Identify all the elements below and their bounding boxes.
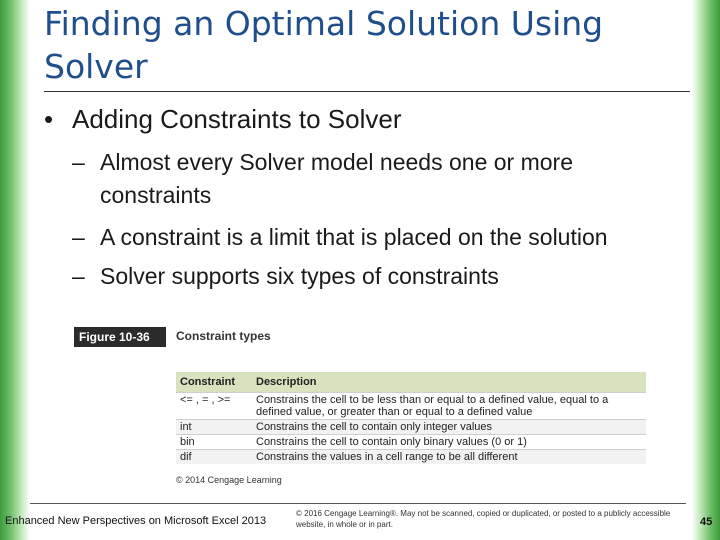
main-bullet	[44, 104, 402, 135]
header-constraint: Constraint	[176, 372, 252, 393]
table-row	[176, 435, 646, 450]
header-description: Description	[252, 372, 646, 393]
subbullet-3	[72, 260, 499, 293]
footer-copyright: © 2016 Cengage Learning®. May not be scanned, copied or duplicated, or posted to a publicly accessible website, in whole or in part.	[296, 509, 671, 529]
slide-title: Finding an Optimal Solution Using Solver	[44, 4, 604, 86]
dash-symbol: –	[72, 224, 85, 250]
dash-symbol: –	[72, 149, 85, 175]
figure-credit: © 2014 Cengage Learning	[176, 475, 282, 485]
footer-divider	[30, 503, 686, 504]
description-cell: Constrains the cell to contain only binary values (0 or 1)	[252, 435, 646, 450]
subbullet-1-continuation: constraints	[100, 182, 212, 208]
description-cell: Constrains the cell to be less than or equal to a defined value, equal to a defined value, or greater than or equal to a defined value	[252, 393, 646, 420]
page-number: 45	[700, 516, 713, 528]
subbullet-2	[72, 221, 608, 254]
figure-label: Figure 10-36	[74, 327, 166, 347]
subbullet-1-text: Almost every Solver model needs one or more	[100, 149, 573, 175]
right-decorative-bar	[692, 0, 720, 540]
bullet-symbol: •	[44, 104, 54, 134]
title-divider	[44, 91, 690, 92]
constraint-cell: <= , = , >=	[176, 393, 252, 420]
table-header-row	[176, 372, 646, 393]
constraint-cell: int	[176, 420, 252, 435]
left-decorative-bar	[0, 0, 30, 540]
table-row	[176, 420, 646, 435]
table-row	[176, 393, 646, 420]
constraint-cell: dif	[176, 450, 252, 465]
constraint-cell: bin	[176, 435, 252, 450]
description-cell: Constrains the values in a cell range to be all different	[252, 450, 646, 465]
subbullet-2-text: A constraint is a limit that is placed on the solution	[100, 224, 608, 250]
footer-book-title: Enhanced New Perspectives on Microsoft Excel 2013	[5, 515, 267, 527]
subbullet-3-text: Solver supports six types of constraints	[100, 263, 499, 289]
table-row	[176, 450, 646, 465]
constraint-types-table	[176, 352, 646, 464]
description-cell: Constrains the cell to contain only integer values	[252, 420, 646, 435]
dash-symbol: –	[72, 263, 85, 289]
figure-title: Constraint types	[176, 329, 271, 343]
subbullet-1	[72, 146, 672, 212]
main-bullet-text: Adding Constraints to Solver	[72, 104, 402, 134]
